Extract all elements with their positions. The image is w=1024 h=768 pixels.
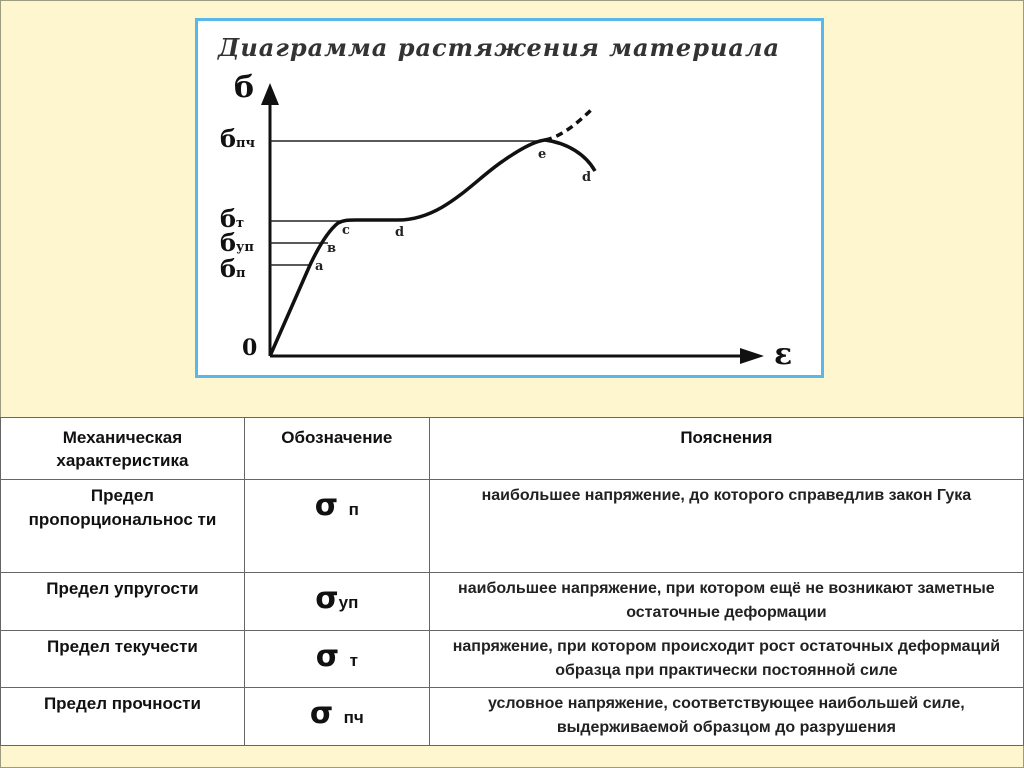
table-header-row xyxy=(1,418,1024,480)
tick-sigma-pch: бпч xyxy=(220,124,256,153)
table-row xyxy=(1,631,1024,688)
table-row xyxy=(1,480,1024,573)
row-symbol: σуп xyxy=(244,573,429,631)
stress-strain-diagram xyxy=(195,18,824,378)
mechanical-properties-table xyxy=(0,417,1024,746)
point-label-e: e xyxy=(538,147,547,162)
tick-sigma-t: бт xyxy=(220,204,245,233)
true-stress-dashed-curve xyxy=(545,108,593,140)
diagram-title: Диаграмма растяжения материала xyxy=(218,33,781,62)
header-characteristic: Механическая характеристика xyxy=(1,418,245,480)
header-designation: Обозначение xyxy=(244,418,429,480)
table-row xyxy=(1,688,1024,746)
point-label-d-rupture: d xyxy=(582,170,592,185)
diagram-canvas xyxy=(198,21,821,375)
point-label-c: c xyxy=(342,223,350,238)
row-symbol: σ п xyxy=(244,480,429,573)
x-axis-label: ε xyxy=(774,337,793,372)
point-label-v: в xyxy=(327,241,337,256)
table-row xyxy=(1,573,1024,631)
x-axis-arrow xyxy=(740,348,764,364)
stress-strain-curve xyxy=(270,140,595,356)
row-name: Предел упругости xyxy=(1,573,245,631)
row-name: Предел пропорциональнос ти xyxy=(1,480,245,573)
row-explanation: наибольшее напряжение, до которого справедлив закон Гука xyxy=(429,480,1023,573)
tick-sigma-up: буп xyxy=(220,228,254,257)
header-explanation: Пояснения xyxy=(429,418,1023,480)
row-explanation: наибольшее напряжение, при котором ещё не возникают заметные остаточные деформации xyxy=(429,573,1023,631)
row-explanation: условное напряжение, соответствующее наибольшей силе, выдерживаемой образцом до разрушения xyxy=(429,688,1023,746)
row-symbol: σ т xyxy=(244,631,429,688)
origin-label: 0 xyxy=(242,335,258,361)
tick-sigma-p: бп xyxy=(220,254,246,283)
point-label-a: a xyxy=(315,259,324,274)
row-explanation: напряжение, при котором происходит рост остаточных деформаций образца при практически постоянной силе xyxy=(429,631,1023,688)
row-symbol: σ пч xyxy=(244,688,429,746)
row-name: Предел текучести xyxy=(1,631,245,688)
row-name: Предел прочности xyxy=(1,688,245,746)
point-label-d-yield: d xyxy=(395,225,405,240)
y-axis-label: б xyxy=(234,70,255,105)
y-axis-arrow xyxy=(261,83,279,105)
